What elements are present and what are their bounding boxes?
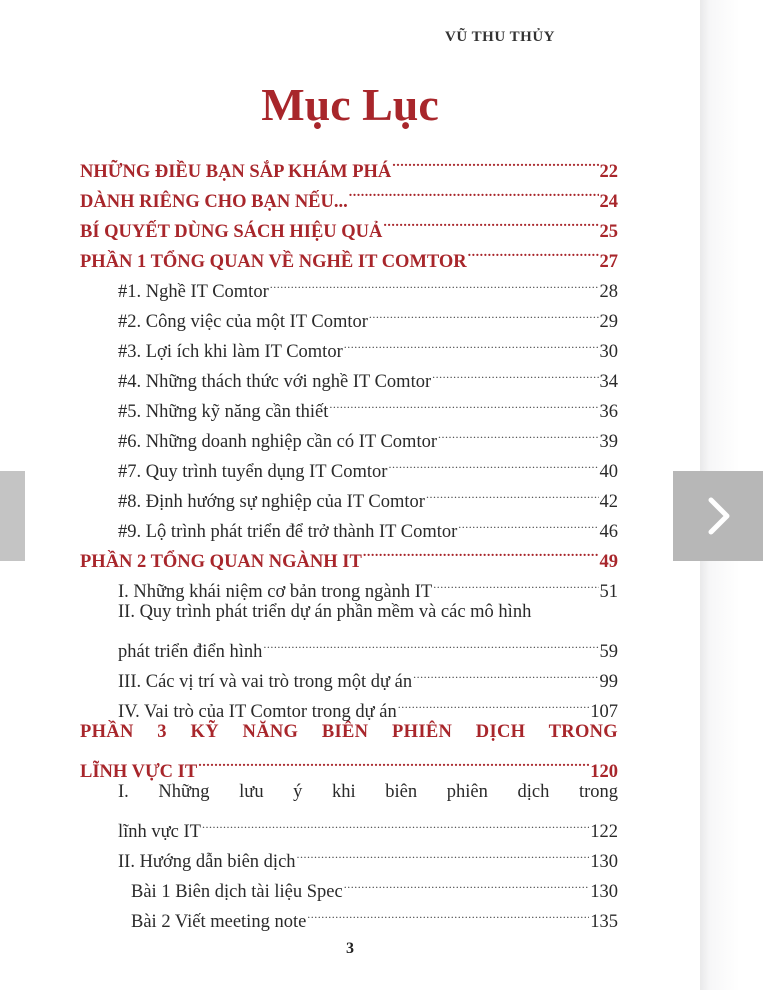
toc-entry-label-cont: lĩnh vực IT: [118, 822, 201, 842]
dot-leader: [349, 177, 599, 207]
toc-entry-page: 39: [599, 432, 618, 452]
dot-leader: [297, 837, 590, 867]
dot-leader: [198, 747, 589, 777]
toc-entry: [80, 447, 618, 482]
toc-entry: [80, 417, 618, 452]
toc-entry: [80, 567, 618, 602]
toc-entry-label: BÍ QUYẾT DÙNG SÁCH HIỆU QUẢ: [80, 222, 383, 242]
dot-leader: [398, 687, 589, 717]
toc-entry-label: #1. Nghề IT Comtor: [118, 282, 269, 302]
dot-leader: [383, 207, 598, 237]
toc-entry: [80, 297, 618, 332]
toc-entry: [80, 537, 618, 572]
toc-entry: [80, 237, 618, 272]
dot-leader: [438, 417, 599, 447]
toc-entry-line1: [80, 597, 618, 627]
dot-leader: [307, 897, 589, 927]
toc-entry-page: 24: [599, 192, 618, 212]
running-header-author: VŨ THU THỦY: [445, 29, 555, 45]
toc-entry-label: #5. Những kỹ năng cần thiết: [118, 402, 329, 422]
toc-entry: [80, 207, 618, 242]
toc-entry: [80, 897, 618, 932]
toc-entry-page: 107: [590, 702, 618, 722]
toc-entry: [80, 837, 618, 872]
page-number: 3: [346, 940, 354, 957]
toc-entry-label: #2. Công việc của một IT Comtor: [118, 312, 368, 332]
toc-entry-page: 40: [599, 462, 618, 482]
toc-entry-label: #6. Những doanh nghiệp cần có IT Comtor: [118, 432, 437, 452]
toc-entry-label: IV. Vai trò của IT Comtor trong dự án: [118, 702, 397, 722]
toc-entry: [80, 747, 618, 782]
toc-entry-label: #9. Lộ trình phát triển để trở thành IT Comtor: [118, 522, 458, 542]
dot-leader: [468, 237, 599, 267]
toc-entry-page: 49: [599, 552, 618, 572]
toc-entry: [80, 267, 618, 302]
dot-leader: [363, 537, 599, 567]
dot-leader: [413, 657, 598, 687]
toc-entry-page: 25: [599, 222, 618, 242]
toc-entry-label: #3. Lợi ích khi làm IT Comtor: [118, 342, 343, 362]
dot-leader: [388, 447, 598, 477]
toc-entry-label: #8. Định hướng sự nghiệp của IT Comtor: [118, 492, 425, 512]
toc-entry: [80, 387, 618, 422]
dot-leader: [329, 387, 598, 417]
toc-entry-label: Bài 1 Biên dịch tài liệu Spec: [131, 882, 343, 902]
toc-entry-label: II. Quy trình phát triển dự án phần mềm và các mô hình: [118, 602, 532, 622]
toc-entry-label: Bài 2 Viết meeting note: [131, 912, 307, 932]
dot-leader: [433, 567, 598, 597]
toc-entry-label-cont: LĨNH VỰC IT: [80, 762, 198, 782]
toc-entry: [80, 687, 618, 722]
dot-leader: [270, 267, 599, 297]
toc-entry: [80, 147, 618, 182]
toc-entry-label-cont: phát triển điển hình: [118, 642, 263, 662]
toc-entry-page: 120: [590, 762, 618, 782]
toc-entry-page: 27: [599, 252, 618, 272]
page-title: Mục Lục: [261, 79, 439, 130]
dot-leader: [202, 807, 589, 837]
dot-leader: [426, 477, 599, 507]
toc-entry-page: 30: [599, 342, 618, 362]
toc-entry: [80, 177, 618, 212]
toc-entry-label: I. Những lưu ý khi biên phiên dịch trong: [118, 782, 618, 802]
toc-entry-page: 22: [599, 162, 618, 182]
toc-entry-page: 135: [590, 912, 618, 932]
toc-entry-page: 130: [590, 882, 618, 902]
dot-leader: [344, 867, 590, 897]
toc-entry-page: 122: [590, 822, 618, 842]
toc-entry-page: 36: [599, 402, 618, 422]
toc-entry-label: I. Những khái niệm cơ bản trong ngành IT: [118, 582, 433, 602]
toc-entry-page: 130: [590, 852, 618, 872]
toc-entry-page: 51: [599, 582, 618, 602]
toc-entry-label: II. Hướng dẫn biên dịch: [118, 852, 296, 872]
next-page-button[interactable]: [673, 471, 763, 561]
toc-entry-page: 29: [599, 312, 618, 332]
toc-entry: [80, 507, 618, 542]
dot-leader: [458, 507, 598, 537]
toc-entry: [80, 657, 618, 692]
dot-leader: [344, 327, 599, 357]
toc-entry: [80, 357, 618, 392]
toc-entry-label: #7. Quy trình tuyển dụng IT Comtor: [118, 462, 388, 482]
toc-entry: [80, 627, 618, 662]
dot-leader: [369, 297, 599, 327]
dot-leader: [432, 357, 598, 387]
toc-entry-page: 99: [599, 672, 618, 692]
dot-leader: [263, 627, 598, 657]
toc-entry-label: PHẦN 2 TỔNG QUAN NGÀNH IT: [80, 552, 362, 572]
toc-entry-label: NHỮNG ĐIỀU BẠN SẮP KHÁM PHÁ: [80, 162, 392, 182]
toc-entry-page: 28: [599, 282, 618, 302]
toc-entry: [80, 327, 618, 362]
toc-entry-label: PHẦN 3 KỸ NĂNG BIÊN PHIÊN DỊCH TRONG: [80, 722, 618, 742]
toc-entry: [80, 807, 618, 842]
toc-entry-label: #4. Những thách thức với nghề IT Comtor: [118, 372, 432, 392]
toc-entry: [80, 477, 618, 512]
toc-entry-page: 46: [599, 522, 618, 542]
toc-entry-label: DÀNH RIÊNG CHO BẠN NẾU...: [80, 192, 348, 212]
toc-entry-page: 42: [599, 492, 618, 512]
toc-entry-page: 59: [599, 642, 618, 662]
toc-entry-label: III. Các vị trí và vai trò trong một dự án: [118, 672, 413, 692]
toc-entry-label: PHẦN 1 TỔNG QUAN VỀ NGHỀ IT COMTOR: [80, 252, 467, 272]
toc-entry: [80, 867, 618, 902]
table-of-contents: [80, 147, 618, 932]
prev-page-button[interactable]: [0, 471, 25, 561]
dot-leader: [392, 147, 598, 177]
chevron-right-icon: [703, 496, 733, 536]
toc-entry-page: 34: [599, 372, 618, 392]
